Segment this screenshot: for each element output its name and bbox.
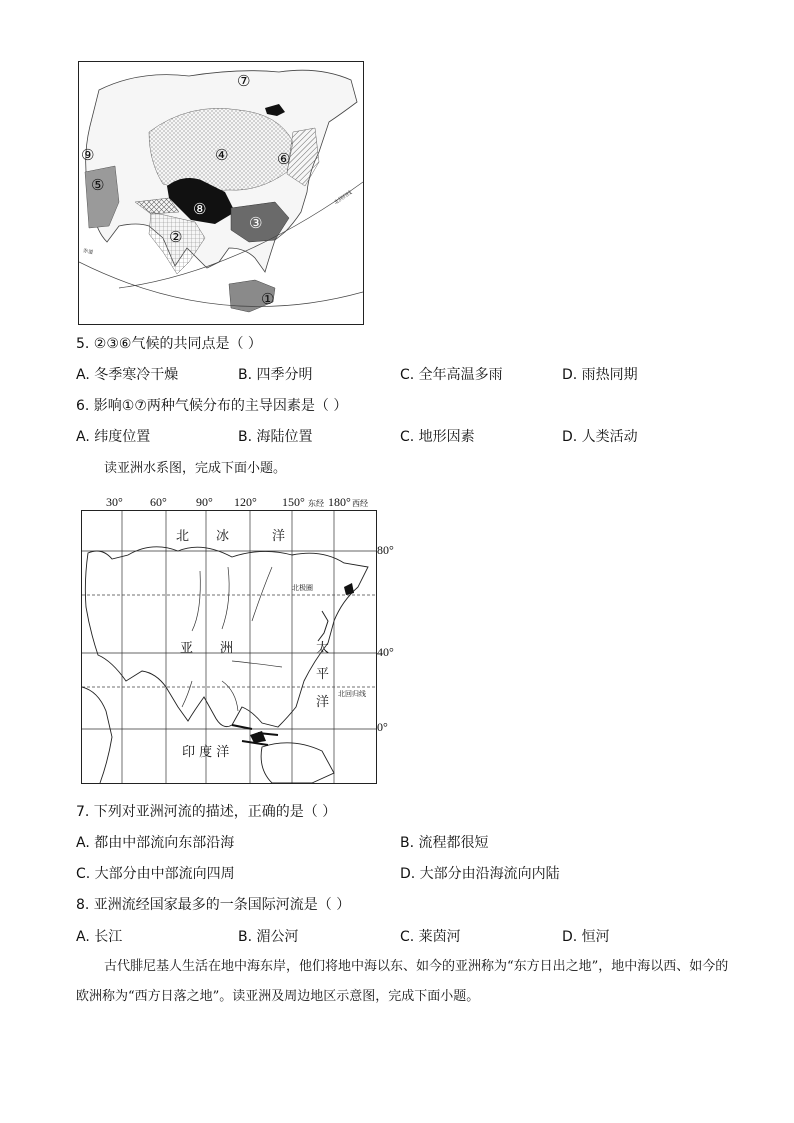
lon-180: 180° [328,495,351,509]
marker-5: ⑤ [91,176,105,194]
pacific-char-1: 太 [316,641,330,656]
question-8-stem: 8. 亚洲流经国家最多的一条国际河流是（ ） [76,897,351,913]
marker-9: ⑨ [81,146,95,164]
asia-climate-map [78,61,364,325]
q6-option-b[interactable]: B. 海陆位置 [238,429,313,445]
q7-option-b[interactable]: B. 流程都很短 [400,835,489,851]
lon-30: 30° [106,495,123,509]
question-6-stem: 6. 影响①⑦两种气候分布的主导因素是（ ） [76,398,348,414]
marker-4: ④ [215,146,229,164]
q5-option-a[interactable]: A. 冬季寒冷干燥 [76,367,179,383]
q7-option-d[interactable]: D. 大部分由沿海流向内陆 [400,866,560,882]
asia-char-1: 亚 [180,641,194,656]
question-7-stem: 7. 下列对亚洲河流的描述，正确的是（ ） [76,804,337,820]
arctic-ocean-char-2: 冰 [216,529,230,544]
q8-option-d[interactable]: D. 恒河 [562,929,610,945]
marker-2: ② [169,228,183,246]
phoenician-paragraph: 古代腓尼基人生活在地中海东岸，他们将地中海以东、如今的亚洲称为“东方日出之地”，地中海以西、如今的欧洲称为“西方日落之地”。读亚洲及周边地区示意图，完成下面小题。 [76,959,729,1004]
arctic-ocean-char-3: 洋 [272,529,286,544]
lon-90: 90° [196,495,213,509]
australia-coastline [261,743,334,783]
east-longitude-label: 东经 [308,499,324,508]
marker-8: ⑧ [193,200,207,218]
tropic-line-label: 北回归线 [338,690,366,698]
lat-40: 40° [377,645,394,659]
asia-char-2: 洲 [220,641,234,656]
q5-option-c[interactable]: C. 全年高温多雨 [400,367,503,383]
lon-120: 120° [234,495,257,509]
q6-option-a[interactable]: A. 纬度位置 [76,429,151,445]
q5-option-d[interactable]: D. 雨热同期 [562,367,638,383]
africa-coastline [82,687,112,783]
marker-6: ⑥ [277,150,291,168]
equator-label: 赤道 [82,248,94,256]
marker-3: ③ [249,214,263,232]
pacific-char-2: 平 [316,667,330,682]
asia-climate-map-svg [79,62,363,324]
question-5-stem: 5. ②③⑥气候的共同点是（ ） [76,336,262,352]
tropic-label: 北回归线 [333,189,354,206]
asia-water-system-map [81,510,377,784]
indian-ocean-label: 印 度 洋 [182,745,230,760]
q6-option-d[interactable]: D. 人类活动 [562,429,638,445]
lat-0: 0° [377,720,388,734]
lon-60: 60° [150,495,167,509]
lon-150: 150° [282,495,305,509]
q8-option-c[interactable]: C. 莱茵河 [400,929,461,945]
q6-option-c[interactable]: C. 地形因素 [400,429,475,445]
marker-7: ⑦ [237,72,251,90]
q7-option-a[interactable]: A. 都由中部流向东部沿海 [76,835,235,851]
q8-option-b[interactable]: B. 湄公河 [238,929,299,945]
black-mark-1 [344,583,354,595]
arctic-ocean-char-1: 北 [176,529,190,544]
q5-option-b[interactable]: B. 四季分明 [238,367,313,383]
west-longitude-label: 西经 [352,499,368,508]
pacific-char-3: 洋 [316,695,330,710]
lead-in-water-system: 读亚洲水系图，完成下面小题。 [104,461,287,476]
lat-80: 80° [377,543,394,557]
arctic-circle-label: 北极圈 [292,584,313,592]
q8-option-a[interactable]: A. 长江 [76,929,123,945]
equator-curve [79,262,363,307]
marker-1: ① [261,290,275,308]
q7-option-c[interactable]: C. 大部分由中部流向四周 [76,866,235,882]
